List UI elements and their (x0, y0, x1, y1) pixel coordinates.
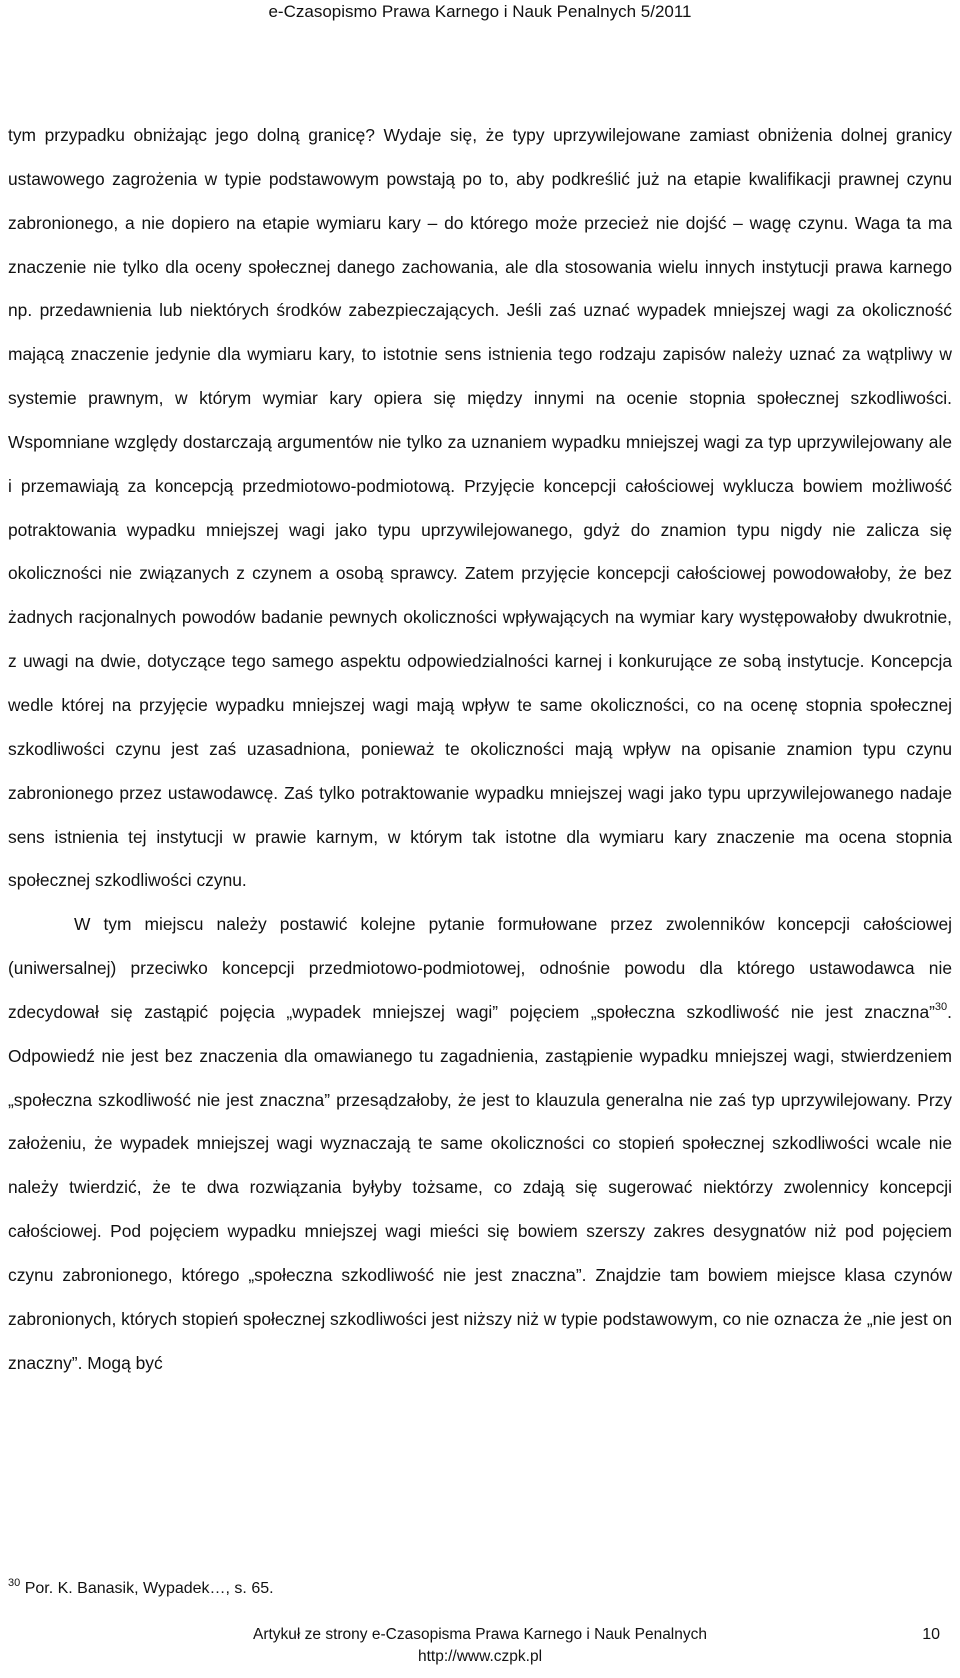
paragraph-2 (8, 903, 952, 1385)
paragraph-1: tym przypadku obniżając jego dolną granicę? Wydaje się, że typy uprzywilejowane zamiast obniżenia dolnej granicy ustawowego zagrożenia w typie podstawowym powstają po to, aby podkreślić już na etapie kwalifikacji prawnej czynu zabronionego, a nie dopiero na etapie wymiaru kary – do którego może przecież nie dojść – wagę czynu. Waga ta ma znaczenie nie tylko dla oceny społecznej danego zachowania, ale dla stosowania wielu innych instytucji prawa karnego np. przedawnienia lub niektórych środków zabezpieczających. Jeśli zaś uznać wypadek mniejszej wagi za okoliczność mającą znaczenie jedynie dla wymiaru kary, to istotnie sens istnienia tego rodzaju zapisów należy uznać za wątpliwy w systemie prawnym, w którym wymiar kary opiera się między innymi na ocenie stopnia społecznej szkodliwości. Wspomniane względy dostarczają argumentów nie tylko za uznaniem wypadku mniejszej wagi za typ uprzywilejowany ale i przemawiają za koncepcją przedmiotowo-podmiotową. Przyjęcie koncepcji całościowej wyklucza bowiem możliwość potraktowania wypadku mniejszej wagi jako typu uprzywilejowanego, gdyż do znamion typu nigdy nie zalicza się okoliczności nie związanych z czynem a osobą sprawcy. Zatem przyjęcie koncepcji całościowej powodowałoby, że bez żadnych racjonalnych powodów badanie pewnych okoliczności wpływających na wymiar kary występowałoby dwukrotnie, z uwagi na dwie, dotyczące tego samego aspektu odpowiedzialności karnej i konkurujące ze sobą instytucje. Koncepcja wedle której na przyjęcie wypadku mniejszej wagi mają wpływ te same okoliczności, co na ocenę stopnia społecznej szkodliwości czynu jest zaś uzasadniona, ponieważ te okoliczności mają wpływ na opisanie znamion typu czynu zabronionego przez ustawodawcę. Zaś tylko potraktowanie wypadku mniejszej wagi jako typu uprzywilejowanego nadaje sens istnienia tej instytucji w prawie karnym, w którym tak istotne dla wymiaru kary znaczenie ma ocena stopnia społecznej szkodliwości czynu. (8, 125, 952, 891)
page-number: 10 (922, 1626, 940, 1643)
footnote-text: Por. K. Banasik, Wypadek…, s. 65. (24, 1580, 274, 1597)
footnote-reference: 30 (934, 1000, 948, 1013)
footnote (8, 1577, 952, 1598)
footer-url[interactable]: http://www.czpk.pl (417, 1648, 543, 1665)
footnote-number: 30 (8, 1577, 21, 1589)
running-header: e-Czasopismo Prawa Karnego i Nauk Penalnych 5/2011 (268, 2, 692, 21)
footer-source: Artykuł ze strony e-Czasopisma Prawa Karnego i Nauk Penalnych (252, 1626, 707, 1643)
paragraph-2-text-a: W tym miejscu należy postawić kolejne pytanie formułowane przez zwolenników koncepcji całościowej (uniwersalnej) przeciwko koncepcji przedmiotowo-podmiotowej, odnośnie powodu dla którego ustawodawca nie zdecydował się zastąpić pojęcia „wypadek mniejszej wagi” pojęciem „społeczna szkodliwość nie jest znaczna” (8, 914, 952, 1022)
article-body (8, 114, 952, 1385)
paragraph-2-text-b: . Odpowiedź nie jest bez znaczenia dla omawianego tu zagadnienia, zastąpienie wypadku mniejszej wagi, stwierdzeniem „społeczna szkodliwość nie jest znaczna” przesądzałoby, że jest to klauzula generalna nie zaś typ uprzywilejowany. Przy założeniu, że wypadek mniejszej wagi wyznaczają te same okoliczności co stopień społecznej szkodliwości wcale nie należy twierdzić, że te dwa rozwiązania byłyby tożsame, co zdają się sugerować niektórzy zwolennicy koncepcji całościowej. Pod pojęciem wypadku mniejszej wagi mieści się bowiem szerszy zakres desygnatów niż pod pojęciem czynu zabronionego, którego „społeczna szkodliwość nie jest znaczna”. Znajdzie tam bowiem miejsce klasa czynów zabronionych, których stopień społecznej szkodliwości jest niższy niż w typie podstawowym, co nie oznacza że „nie jest on znaczny”. Mogą być (8, 1001, 952, 1373)
